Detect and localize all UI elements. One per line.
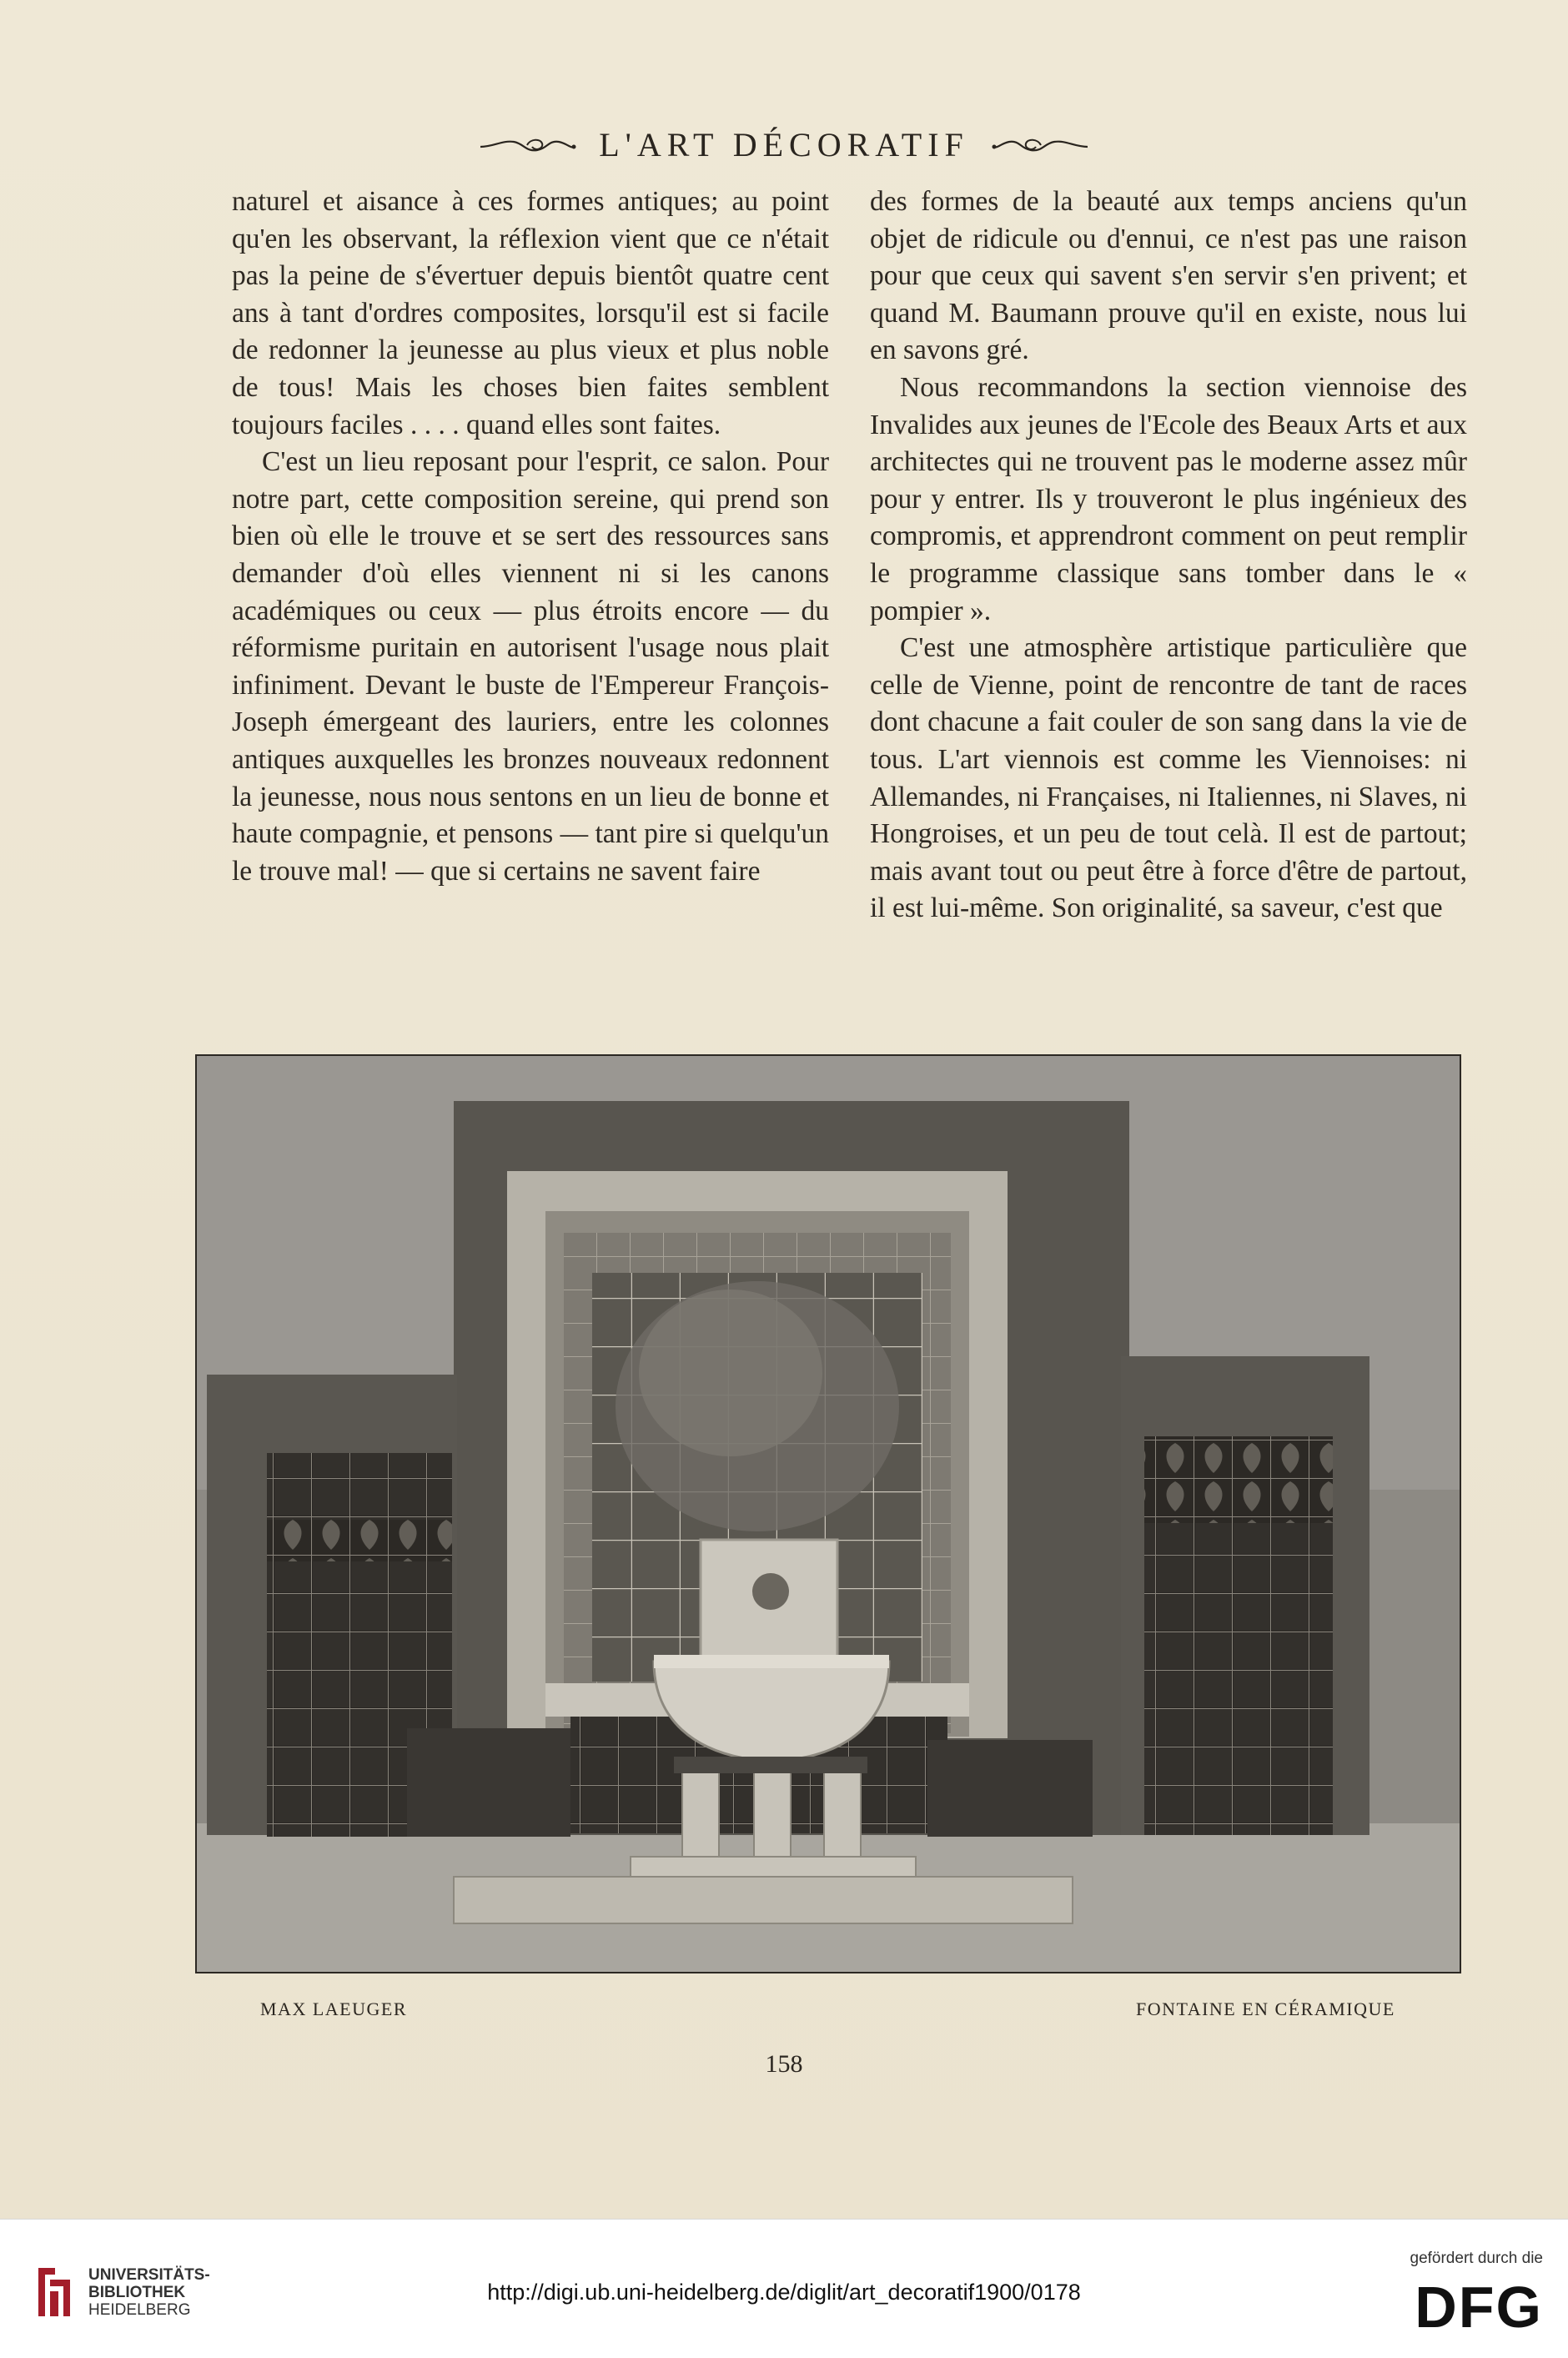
caption-title: FONTAINE EN CÉRAMIQUE [1136,1999,1395,2019]
right-text-column [870,184,1467,928]
left-ornament-icon [477,133,577,157]
journal-title: L'ART DÉCORATIF [599,126,969,163]
left-text-column [232,184,829,890]
photo-illustration [197,1056,1460,1972]
caption-artist: MAX LAEUGER [260,1999,407,2019]
fountain-photograph [195,1054,1461,1973]
library-name: UNIVERSITÄTS- BIBLIOTHEK HEIDELBERG [88,2266,210,2319]
running-header [0,125,1568,164]
page-number: 158 [765,2050,803,2078]
digitization-footer [0,2219,1568,2358]
source-url-link[interactable]: http://digi.ub.uni-heidelberg.de/diglit/art_decoratif1900/0178 [487,2280,1081,2305]
funding-label: gefördert durch die [1410,2250,1543,2267]
paragraph: C'est une atmosphère artistique particulière que celle de Vienne, point de rencontre de tant de races dont chacune a fait couler de son sang dans la vie de tous. L'art viennois est comme les Viennoises: ni Allemandes, ni Françaises, ni Italiennes, ni Slaves, ni Hongroises, et un peu de tout celà. Il est de partout; mais avant tout ou peut être à force d'être de partout, il est lui-même. Son originalité, sa saveur, c'est que [870,632,1467,924]
paragraph: Nous recommandons la section viennoise des Invalides aux jeunes de l'Ecole des Beaux Arts et aux architectes qui ne trouvent pas le moderne assez mûr pour y entrer. Ils y trouveront le plus ingénieux des compromis, et apprendront comment on peut remplir le programme classique sans tomber dans le « pompier ». [870,371,1467,626]
paragraph: des formes de la beauté aux temps anciens qu'un objet de ridicule ou d'ennui, ce n'est pas une raison pour que ceux qui savent s'en servir s'en privent; et quand M. Baumann prouve qu'il en existe, nous lui en savons gré. [870,186,1467,366]
paragraph: naturel et aisance à ces formes antiques; au point qu'en les observant, la réflexion vient que ce n'était pas la peine de s'évertuer depuis bientôt quatre cent ans à tant d'ordres composites, lorsqu'il est si facile de redonner la jeunesse au plus vieux et plus noble de tous! Mais les choses bien faites semblent toujours faciles . . . . quand elles sont faites. [232,186,829,440]
paragraph: C'est un lieu reposant pour l'esprit, ce salon. Pour notre part, cette composition sereine, qui prend son bien où elle le trouve et se sert des ressources sans demander d'où elles viennent ni si les canons académiques ou ceux — plus étroits encore — du réformisme puritain en autorisent l'usage nous plait infiniment. Devant le buste de l'Empereur François-Joseph émergeant des lauriers, entre les colonnes antiques auxquelles les bronzes nouveaux redonnent la jeunesse, nous nous sentons en un lieu de bonne et haute compagnie, et pensons — tant pire si quelqu'un le trouve mal! — que si certains ne savent faire [232,446,829,887]
dfg-logo: DFG [1415,2275,1543,2340]
right-ornament-icon [991,133,1091,157]
